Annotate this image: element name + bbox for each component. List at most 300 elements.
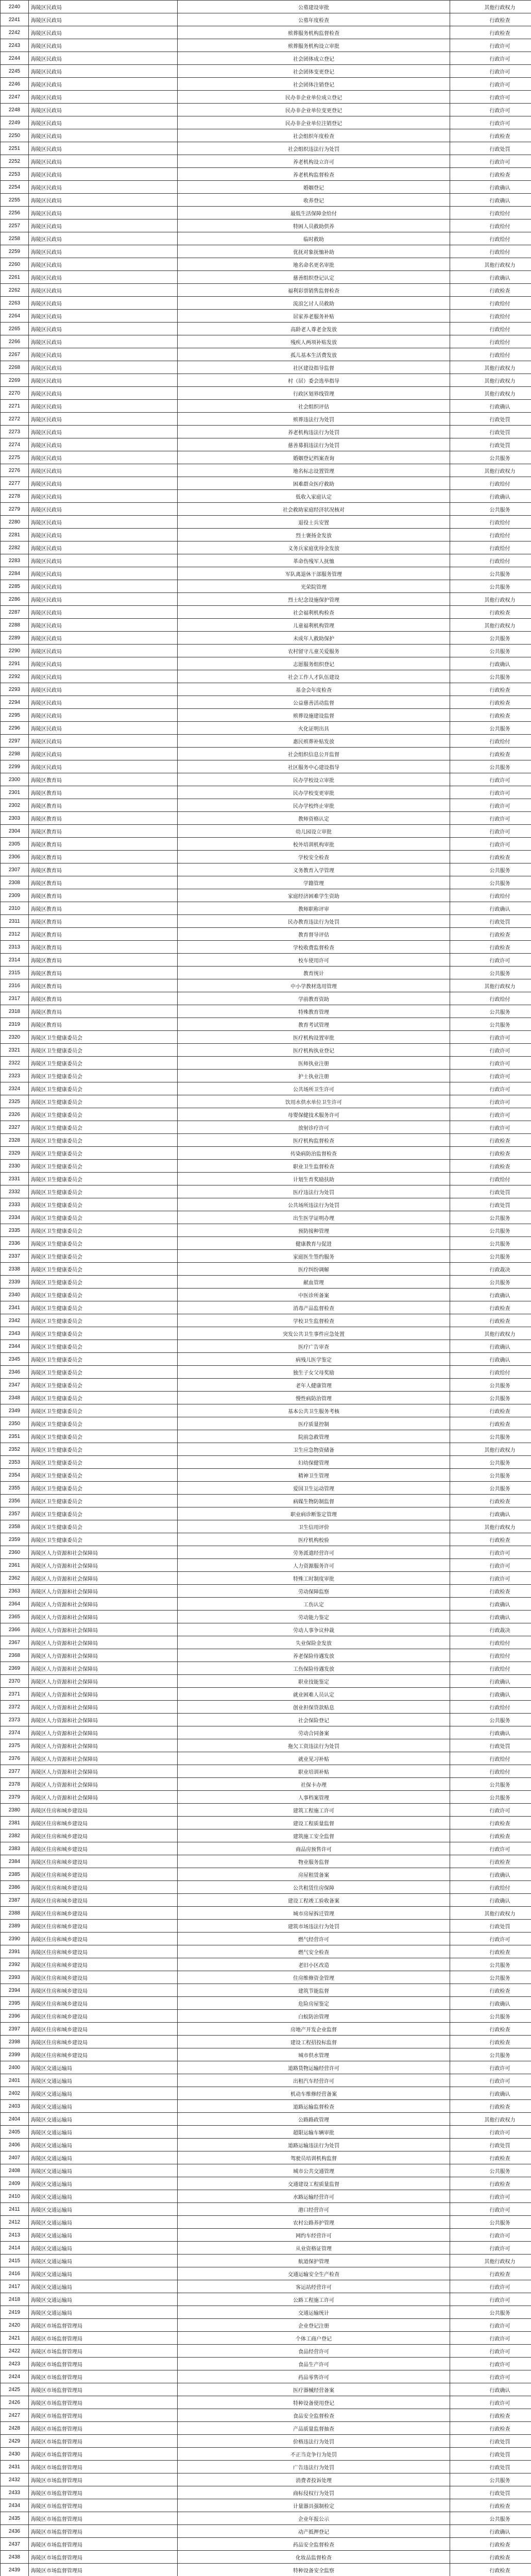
row-number-cell: 2261 bbox=[1, 271, 29, 284]
row-number-cell: 2264 bbox=[1, 310, 29, 323]
table-row bbox=[1, 1829, 531, 1842]
row-number-cell: 2278 bbox=[1, 490, 29, 503]
table-row bbox=[1, 1791, 531, 1804]
organization-cell: 海陵区民政局 bbox=[29, 297, 178, 310]
power-type-cell: 行政许可 bbox=[450, 1082, 531, 1095]
item-name-cell: 教师职称评审 bbox=[178, 902, 450, 915]
organization-cell: 海陵区市场监督管理局 bbox=[29, 2332, 178, 2345]
table-row bbox=[1, 26, 531, 39]
item-name-cell: 食品生产许可 bbox=[178, 2358, 450, 2370]
row-number-cell: 2248 bbox=[1, 104, 29, 116]
power-type-cell: 行政许可 bbox=[450, 2396, 531, 2409]
organization-cell: 海陵区民政局 bbox=[29, 52, 178, 65]
item-name-cell: 港口经营许可 bbox=[178, 2203, 450, 2216]
table-row bbox=[1, 2345, 531, 2358]
row-number-cell: 2251 bbox=[1, 142, 29, 155]
item-name-cell: 燃气安全检查 bbox=[178, 1945, 450, 1958]
row-number-cell: 2285 bbox=[1, 580, 29, 593]
power-type-cell: 公共服务 bbox=[450, 1250, 531, 1263]
organization-cell: 海陵区住房和城乡建设局 bbox=[29, 1945, 178, 1958]
power-type-cell: 行政许可 bbox=[450, 39, 531, 52]
item-name-cell: 不正当竞争行为处罚 bbox=[178, 2448, 450, 2461]
table-row bbox=[1, 2229, 531, 2242]
power-type-cell: 行政许可 bbox=[450, 786, 531, 799]
row-number-cell: 2317 bbox=[1, 992, 29, 1005]
power-type-cell: 行政给付 bbox=[450, 348, 531, 361]
power-type-cell: 行政检查 bbox=[450, 1147, 531, 1160]
power-type-cell: 公共服务 bbox=[450, 2048, 531, 2061]
row-number-cell: 2439 bbox=[1, 2564, 29, 2576]
power-type-cell: 公共服务 bbox=[450, 876, 531, 889]
power-type-cell: 行政检查 bbox=[450, 2100, 531, 2113]
item-name-cell: 食品经营许可 bbox=[178, 2345, 450, 2358]
organization-cell: 海陵区教育局 bbox=[29, 979, 178, 992]
table-row bbox=[1, 773, 531, 786]
table-row bbox=[1, 2190, 531, 2203]
organization-cell: 海陵区教育局 bbox=[29, 786, 178, 799]
row-number-cell: 2330 bbox=[1, 1160, 29, 1173]
item-name-cell: 建筑工程施工许可 bbox=[178, 1804, 450, 1817]
power-type-cell: 公共服务 bbox=[450, 503, 531, 516]
power-type-cell: 公共服务 bbox=[450, 451, 531, 464]
row-number-cell: 2253 bbox=[1, 168, 29, 181]
power-type-cell: 行政处罚 bbox=[450, 1739, 531, 1752]
table-row bbox=[1, 1095, 531, 1108]
item-name-cell: 社保卡办理 bbox=[178, 1778, 450, 1791]
row-number-cell: 2274 bbox=[1, 438, 29, 451]
row-number-cell: 2392 bbox=[1, 1958, 29, 1971]
organization-cell: 海陵区卫生健康委员会 bbox=[29, 1173, 178, 1185]
row-number-cell: 2255 bbox=[1, 194, 29, 207]
table-row bbox=[1, 2332, 531, 2345]
item-name-cell: 社会组织违法行为处罚 bbox=[178, 142, 450, 155]
row-number-cell: 2304 bbox=[1, 825, 29, 838]
item-name-cell: 传染病防治监督检查 bbox=[178, 1147, 450, 1160]
item-name-cell: 城市房屋拆迁管理 bbox=[178, 1907, 450, 1920]
organization-cell: 海陵区教育局 bbox=[29, 851, 178, 863]
row-number-cell: 2387 bbox=[1, 1894, 29, 1907]
item-name-cell: 火化证明出具 bbox=[178, 722, 450, 735]
organization-cell: 海陵区市场监督管理局 bbox=[29, 2551, 178, 2564]
power-type-cell: 行政确认 bbox=[450, 657, 531, 670]
item-name-cell: 公共场所卫生许可 bbox=[178, 1082, 450, 1095]
power-type-cell: 行政确认 bbox=[450, 271, 531, 284]
organization-cell: 海陵区市场监督管理局 bbox=[29, 2448, 178, 2461]
table-row bbox=[1, 1649, 531, 1662]
row-number-cell: 2303 bbox=[1, 812, 29, 825]
table-row bbox=[1, 65, 531, 78]
item-name-cell: 广告违法行为处罚 bbox=[178, 2461, 450, 2473]
row-number-cell: 2394 bbox=[1, 1984, 29, 1997]
row-number-cell: 2397 bbox=[1, 2023, 29, 2036]
row-number-cell: 2307 bbox=[1, 863, 29, 876]
row-number-cell: 2322 bbox=[1, 1057, 29, 1070]
organization-cell: 海陵区卫生健康委员会 bbox=[29, 1366, 178, 1379]
organization-cell: 海陵区教育局 bbox=[29, 838, 178, 851]
row-number-cell: 2259 bbox=[1, 245, 29, 258]
item-name-cell: 劳动能力鉴定 bbox=[178, 1611, 450, 1623]
table-row bbox=[1, 1572, 531, 1585]
organization-cell: 海陵区交通运输局 bbox=[29, 2164, 178, 2177]
item-name-cell: 建筑节能监督 bbox=[178, 1984, 450, 1997]
power-type-cell: 行政许可 bbox=[450, 954, 531, 967]
organization-cell: 海陵区卫生健康委员会 bbox=[29, 1134, 178, 1147]
table-row bbox=[1, 91, 531, 104]
row-number-cell: 2413 bbox=[1, 2229, 29, 2242]
item-name-cell: 社会救助家庭经济状况核对 bbox=[178, 503, 450, 516]
organization-cell: 海陵区民政局 bbox=[29, 219, 178, 232]
organization-cell: 海陵区卫生健康委员会 bbox=[29, 1057, 178, 1070]
power-type-cell: 其他行政权力 bbox=[450, 1, 531, 13]
organization-cell: 海陵区市场监督管理局 bbox=[29, 2525, 178, 2538]
table-row bbox=[1, 1945, 531, 1958]
power-type-cell: 行政检查 bbox=[450, 284, 531, 297]
power-type-cell: 公共服务 bbox=[450, 760, 531, 773]
organization-cell: 海陵区住房和城乡建设局 bbox=[29, 1894, 178, 1907]
power-type-cell: 行政确认 bbox=[450, 1611, 531, 1623]
power-type-cell: 行政检查 bbox=[450, 1533, 531, 1546]
item-name-cell: 创业担保贷款贴息 bbox=[178, 1701, 450, 1714]
organization-cell: 海陵区卫生健康委员会 bbox=[29, 1044, 178, 1057]
row-number-cell: 2393 bbox=[1, 1971, 29, 1984]
power-type-cell: 行政许可 bbox=[450, 78, 531, 91]
organization-cell: 海陵区住房和城乡建设局 bbox=[29, 1920, 178, 1933]
item-name-cell: 价格违法行为处罚 bbox=[178, 2435, 450, 2448]
item-name-cell: 职业卫生监督检查 bbox=[178, 1160, 450, 1173]
item-name-cell: 医疗机构监督检查 bbox=[178, 1134, 450, 1147]
table-row bbox=[1, 2499, 531, 2512]
power-type-cell: 行政给付 bbox=[450, 1173, 531, 1185]
item-name-cell: 产品质量监督抽查 bbox=[178, 2422, 450, 2435]
organization-cell: 海陵区卫生健康委员会 bbox=[29, 1456, 178, 1469]
organization-cell: 海陵区教育局 bbox=[29, 954, 178, 967]
power-type-cell: 公共服务 bbox=[450, 670, 531, 683]
item-name-cell: 特困人员救助供养 bbox=[178, 219, 450, 232]
item-name-cell: 特种设备使用登记 bbox=[178, 2396, 450, 2409]
item-name-cell: 道路运输监督检查 bbox=[178, 2100, 450, 2113]
table-row bbox=[1, 1804, 531, 1817]
table-row bbox=[1, 13, 531, 26]
table-row bbox=[1, 2409, 531, 2422]
table-row bbox=[1, 1404, 531, 1417]
organization-cell: 海陵区住房和城乡建设局 bbox=[29, 2048, 178, 2061]
row-number-cell: 2403 bbox=[1, 2100, 29, 2113]
organization-cell: 海陵区民政局 bbox=[29, 323, 178, 335]
item-name-cell: 地名标志设置管理 bbox=[178, 464, 450, 477]
item-name-cell: 机动车维修经营备案 bbox=[178, 2087, 450, 2100]
row-number-cell: 2302 bbox=[1, 799, 29, 812]
organization-cell: 海陵区民政局 bbox=[29, 593, 178, 606]
organization-cell: 海陵区卫生健康委员会 bbox=[29, 1353, 178, 1366]
table-row bbox=[1, 2061, 531, 2074]
power-type-cell: 行政确认 bbox=[450, 1353, 531, 1366]
organization-cell: 海陵区教育局 bbox=[29, 992, 178, 1005]
item-name-cell: 客运站经营许可 bbox=[178, 2280, 450, 2293]
item-name-cell: 慈善募捐违法行为处罚 bbox=[178, 438, 450, 451]
item-name-cell: 行政区划界线管理 bbox=[178, 387, 450, 400]
table-row bbox=[1, 2139, 531, 2151]
organization-cell: 海陵区市场监督管理局 bbox=[29, 2370, 178, 2383]
row-number-cell: 2316 bbox=[1, 979, 29, 992]
power-type-cell: 行政给付 bbox=[450, 477, 531, 490]
item-name-cell: 医师执业注册 bbox=[178, 1057, 450, 1070]
organization-cell: 海陵区民政局 bbox=[29, 91, 178, 104]
organization-cell: 海陵区民政局 bbox=[29, 26, 178, 39]
row-number-cell: 2431 bbox=[1, 2461, 29, 2473]
organization-cell: 海陵区民政局 bbox=[29, 116, 178, 129]
item-name-cell: 校外培训机构审批 bbox=[178, 838, 450, 851]
item-name-cell: 医疗违法行为处罚 bbox=[178, 1185, 450, 1198]
item-name-cell: 特殊教育管理 bbox=[178, 1005, 450, 1018]
row-number-cell: 2265 bbox=[1, 323, 29, 335]
table-row bbox=[1, 168, 531, 181]
item-name-cell: 交通运输统计 bbox=[178, 2306, 450, 2319]
organization-cell: 海陵区人力资源和社会保障局 bbox=[29, 1752, 178, 1765]
item-name-cell: 社会福利机构检查 bbox=[178, 606, 450, 619]
row-number-cell: 2372 bbox=[1, 1701, 29, 1714]
organization-cell: 海陵区民政局 bbox=[29, 104, 178, 116]
item-name-cell: 农村留守儿童关爱服务 bbox=[178, 645, 450, 657]
organization-cell: 海陵区民政局 bbox=[29, 232, 178, 245]
item-name-cell: 幼儿园设立审批 bbox=[178, 825, 450, 838]
row-number-cell: 2247 bbox=[1, 91, 29, 104]
table-row bbox=[1, 1469, 531, 1482]
table-row bbox=[1, 116, 531, 129]
power-type-cell: 行政许可 bbox=[450, 1804, 531, 1817]
row-number-cell: 2333 bbox=[1, 1198, 29, 1211]
row-number-cell: 2415 bbox=[1, 2255, 29, 2267]
organization-cell: 海陵区卫生健康委员会 bbox=[29, 1495, 178, 1507]
organization-cell: 海陵区民政局 bbox=[29, 207, 178, 219]
row-number-cell: 2384 bbox=[1, 1855, 29, 1868]
power-type-cell: 行政检查 bbox=[450, 2151, 531, 2164]
row-number-cell: 2388 bbox=[1, 1907, 29, 1920]
row-number-cell: 2245 bbox=[1, 65, 29, 78]
organization-cell: 海陵区民政局 bbox=[29, 516, 178, 529]
organization-cell: 海陵区卫生健康委员会 bbox=[29, 1224, 178, 1237]
power-type-cell: 行政给付 bbox=[450, 245, 531, 258]
row-number-cell: 2315 bbox=[1, 967, 29, 979]
table-row bbox=[1, 632, 531, 645]
item-name-cell: 地名命名更名审批 bbox=[178, 258, 450, 271]
item-name-cell: 收养登记 bbox=[178, 194, 450, 207]
power-type-cell: 行政许可 bbox=[450, 2203, 531, 2216]
table-row bbox=[1, 1520, 531, 1533]
table-row bbox=[1, 1752, 531, 1765]
power-type-cell: 行政许可 bbox=[450, 1108, 531, 1121]
item-name-cell: 社会团体成立登记 bbox=[178, 52, 450, 65]
row-number-cell: 2356 bbox=[1, 1495, 29, 1507]
item-name-cell: 教师资格认定 bbox=[178, 812, 450, 825]
organization-cell: 海陵区人力资源和社会保障局 bbox=[29, 1688, 178, 1701]
organization-cell: 海陵区民政局 bbox=[29, 683, 178, 696]
item-name-cell: 义务兵家庭优待金发放 bbox=[178, 541, 450, 554]
power-type-cell: 行政给付 bbox=[450, 541, 531, 554]
row-number-cell: 2263 bbox=[1, 297, 29, 310]
item-name-cell: 学前教育资助 bbox=[178, 992, 450, 1005]
item-name-cell: 残疾人两项补贴发放 bbox=[178, 335, 450, 348]
table-row bbox=[1, 1739, 531, 1752]
table-row bbox=[1, 735, 531, 748]
organization-cell: 海陵区卫生健康委员会 bbox=[29, 1392, 178, 1404]
row-number-cell: 2275 bbox=[1, 451, 29, 464]
table-row bbox=[1, 2486, 531, 2499]
power-type-cell: 行政裁决 bbox=[450, 1263, 531, 1276]
power-type-cell: 行政确认 bbox=[450, 1997, 531, 2010]
power-type-cell: 行政检查 bbox=[450, 1314, 531, 1327]
organization-cell: 海陵区人力资源和社会保障局 bbox=[29, 1701, 178, 1714]
organization-cell: 海陵区住房和城乡建设局 bbox=[29, 1907, 178, 1920]
item-name-cell: 高龄老人尊老金发放 bbox=[178, 323, 450, 335]
row-number-cell: 2437 bbox=[1, 2538, 29, 2551]
item-name-cell: 建设工程竣工验收备案 bbox=[178, 1894, 450, 1907]
power-type-cell: 公共服务 bbox=[450, 1005, 531, 1018]
organization-cell: 海陵区住房和城乡建设局 bbox=[29, 1933, 178, 1945]
organization-cell: 海陵区人力资源和社会保障局 bbox=[29, 1611, 178, 1623]
table-row bbox=[1, 683, 531, 696]
row-number-cell: 2319 bbox=[1, 1018, 29, 1031]
table-row bbox=[1, 1353, 531, 1366]
table-row bbox=[1, 2023, 531, 2036]
power-type-cell: 公共服务 bbox=[450, 2010, 531, 2023]
row-number-cell: 2419 bbox=[1, 2306, 29, 2319]
organization-cell: 海陵区民政局 bbox=[29, 155, 178, 168]
table-row bbox=[1, 194, 531, 207]
row-number-cell: 2286 bbox=[1, 593, 29, 606]
item-name-cell: 儿童福利机构管理 bbox=[178, 619, 450, 632]
table-row bbox=[1, 1933, 531, 1945]
table-row bbox=[1, 2551, 531, 2564]
item-name-cell: 公路路政管理 bbox=[178, 2113, 450, 2126]
power-type-cell: 行政检查 bbox=[450, 2267, 531, 2280]
organization-cell: 海陵区民政局 bbox=[29, 78, 178, 91]
power-type-cell: 行政许可 bbox=[450, 1842, 531, 1855]
power-type-cell: 行政给付 bbox=[450, 1701, 531, 1714]
table-row bbox=[1, 1340, 531, 1353]
item-name-cell: 低收入家庭认定 bbox=[178, 490, 450, 503]
power-type-cell: 公共服务 bbox=[450, 1469, 531, 1482]
table-row bbox=[1, 2036, 531, 2048]
row-number-cell: 2374 bbox=[1, 1726, 29, 1739]
organization-cell: 海陵区卫生健康委员会 bbox=[29, 1250, 178, 1263]
table-row bbox=[1, 619, 531, 632]
table-row bbox=[1, 297, 531, 310]
table-row bbox=[1, 2448, 531, 2461]
power-type-cell: 行政处罚 bbox=[450, 426, 531, 438]
table-row bbox=[1, 1533, 531, 1546]
item-name-cell: 职业技能鉴定 bbox=[178, 1675, 450, 1688]
row-number-cell: 2400 bbox=[1, 2061, 29, 2074]
table-row bbox=[1, 1134, 531, 1147]
table-row bbox=[1, 593, 531, 606]
item-name-cell: 教育统计 bbox=[178, 967, 450, 979]
table-row bbox=[1, 2358, 531, 2370]
organization-cell: 海陵区教育局 bbox=[29, 902, 178, 915]
item-name-cell: 计划生育奖励扶助 bbox=[178, 1173, 450, 1185]
power-type-cell: 公共服务 bbox=[450, 2306, 531, 2319]
table-row bbox=[1, 902, 531, 915]
table-row bbox=[1, 1585, 531, 1598]
power-type-cell: 公共服务 bbox=[450, 1482, 531, 1495]
organization-cell: 海陵区民政局 bbox=[29, 142, 178, 155]
power-type-cell: 行政处罚 bbox=[450, 915, 531, 928]
power-type-cell: 公共服务 bbox=[450, 632, 531, 645]
table-row bbox=[1, 2113, 531, 2126]
table-row bbox=[1, 2267, 531, 2280]
power-type-cell: 行政给付 bbox=[450, 1881, 531, 1894]
item-name-cell: 志愿服务组织登记 bbox=[178, 657, 450, 670]
table-row bbox=[1, 490, 531, 503]
organization-cell: 海陵区卫生健康委员会 bbox=[29, 1430, 178, 1443]
table-row bbox=[1, 271, 531, 284]
organization-cell: 海陵区民政局 bbox=[29, 748, 178, 760]
power-type-cell: 公共服务 bbox=[450, 1237, 531, 1250]
item-name-cell: 水路运输经营许可 bbox=[178, 2190, 450, 2203]
power-type-cell: 行政处罚 bbox=[450, 2448, 531, 2461]
row-number-cell: 2409 bbox=[1, 2177, 29, 2190]
row-number-cell: 2280 bbox=[1, 516, 29, 529]
item-name-cell: 道路货物运输经营许可 bbox=[178, 2061, 450, 2074]
row-number-cell: 2343 bbox=[1, 1327, 29, 1340]
power-type-cell: 行政确认 bbox=[450, 1675, 531, 1688]
table-row bbox=[1, 2177, 531, 2190]
organization-cell: 海陵区住房和城乡建设局 bbox=[29, 1958, 178, 1971]
row-number-cell: 2426 bbox=[1, 2396, 29, 2409]
power-type-cell: 行政许可 bbox=[450, 1933, 531, 1945]
row-number-cell: 2401 bbox=[1, 2074, 29, 2087]
power-type-cell: 公共服务 bbox=[450, 967, 531, 979]
power-type-cell: 行政许可 bbox=[450, 104, 531, 116]
item-name-cell: 社区建设指导监督 bbox=[178, 361, 450, 374]
organization-cell: 海陵区民政局 bbox=[29, 335, 178, 348]
power-type-cell: 行政许可 bbox=[450, 65, 531, 78]
power-type-cell: 行政检查 bbox=[450, 129, 531, 142]
item-name-cell: 就业困难人员认定 bbox=[178, 1688, 450, 1701]
row-number-cell: 2407 bbox=[1, 2151, 29, 2164]
item-name-cell: 商品房预售许可 bbox=[178, 1842, 450, 1855]
power-type-cell: 行政检查 bbox=[450, 1829, 531, 1842]
row-number-cell: 2327 bbox=[1, 1121, 29, 1134]
item-name-cell: 就业见习补贴 bbox=[178, 1752, 450, 1765]
table-row bbox=[1, 1559, 531, 1572]
table-row bbox=[1, 1881, 531, 1894]
power-type-cell: 行政给付 bbox=[450, 1765, 531, 1778]
row-number-cell: 2390 bbox=[1, 1933, 29, 1945]
item-name-cell: 工伤保险待遇发放 bbox=[178, 1662, 450, 1675]
table-row bbox=[1, 284, 531, 297]
organization-cell: 海陵区民政局 bbox=[29, 670, 178, 683]
row-number-cell: 2380 bbox=[1, 1804, 29, 1817]
item-name-cell: 公共场所违法行为处罚 bbox=[178, 1198, 450, 1211]
power-type-cell: 行政处罚 bbox=[450, 2461, 531, 2473]
table-row bbox=[1, 374, 531, 387]
power-type-cell: 行政检查 bbox=[450, 928, 531, 941]
item-name-cell: 医疗机构校验 bbox=[178, 1533, 450, 1546]
power-type-cell: 其他行政权力 bbox=[450, 1520, 531, 1533]
item-name-cell: 劳动保障监察 bbox=[178, 1585, 450, 1598]
item-name-cell: 公墓年度检查 bbox=[178, 13, 450, 26]
row-number-cell: 2344 bbox=[1, 1340, 29, 1353]
row-number-cell: 2339 bbox=[1, 1276, 29, 1289]
row-number-cell: 2309 bbox=[1, 889, 29, 902]
row-number-cell: 2311 bbox=[1, 915, 29, 928]
row-number-cell: 2269 bbox=[1, 374, 29, 387]
organization-cell: 海陵区人力资源和社会保障局 bbox=[29, 1714, 178, 1726]
power-type-cell: 行政许可 bbox=[450, 1031, 531, 1044]
item-name-cell: 福利彩票销售监督检查 bbox=[178, 284, 450, 297]
table-row bbox=[1, 129, 531, 142]
item-name-cell: 中医诊所备案 bbox=[178, 1289, 450, 1301]
